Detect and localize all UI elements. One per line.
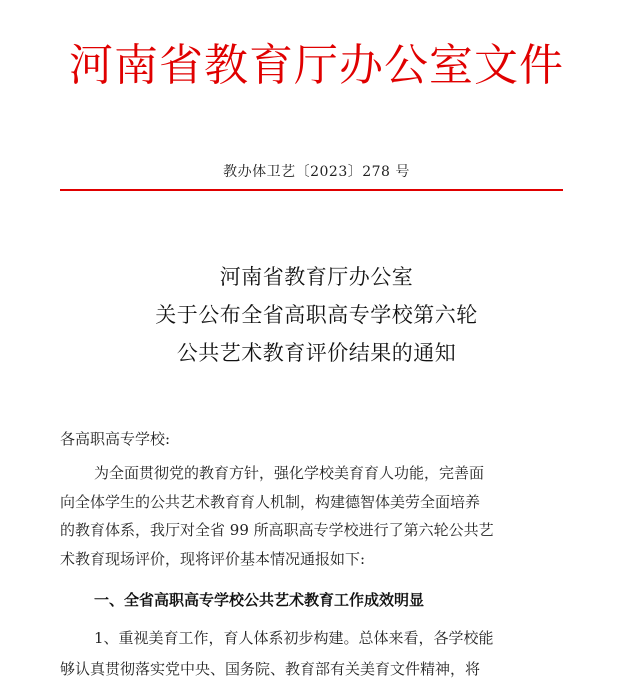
body-line: 的教育体系，我厅对全省 99 所高职高专学校进行了第六轮公共艺 <box>60 521 494 539</box>
subject-line-3: 公共艺术教育评价结果的通知 <box>176 341 457 365</box>
section-heading: 一、全省高职高专学校公共艺术教育工作成效明显 <box>94 591 425 609</box>
document-header-title: 河南省教育厅办公室文件 <box>69 40 564 91</box>
document-subject <box>0 258 633 372</box>
body-line: 术教育现场评价，现将评价基本情况通报如下: <box>60 549 366 568</box>
subject-line-2: 关于公布全省高职高专学校第六轮 <box>155 303 478 327</box>
item-line: 够认真贯彻落实党中央、国务院、教育部有关美育文件精神，将 <box>60 660 481 678</box>
salutation: 各高职高专学校: <box>60 430 171 448</box>
item-line: 1、重视美育工作，育人体系初步构建。总体来看，各学校能 <box>94 629 494 647</box>
red-divider <box>60 189 563 191</box>
body-paragraph <box>60 459 563 573</box>
body-line: 为全面贯彻党的教育方针，强化学校美育育人功能，完善面 <box>94 464 485 482</box>
subject-line-1: 河南省教育厅办公室 <box>219 265 414 289</box>
body-line: 向全体学生的公共艺术教育育人机制，构建德智体美劳全面培养 <box>60 492 481 511</box>
document-number: 教办体卫艺〔2023〕278 号 <box>223 164 410 180</box>
item-paragraph <box>60 623 563 685</box>
